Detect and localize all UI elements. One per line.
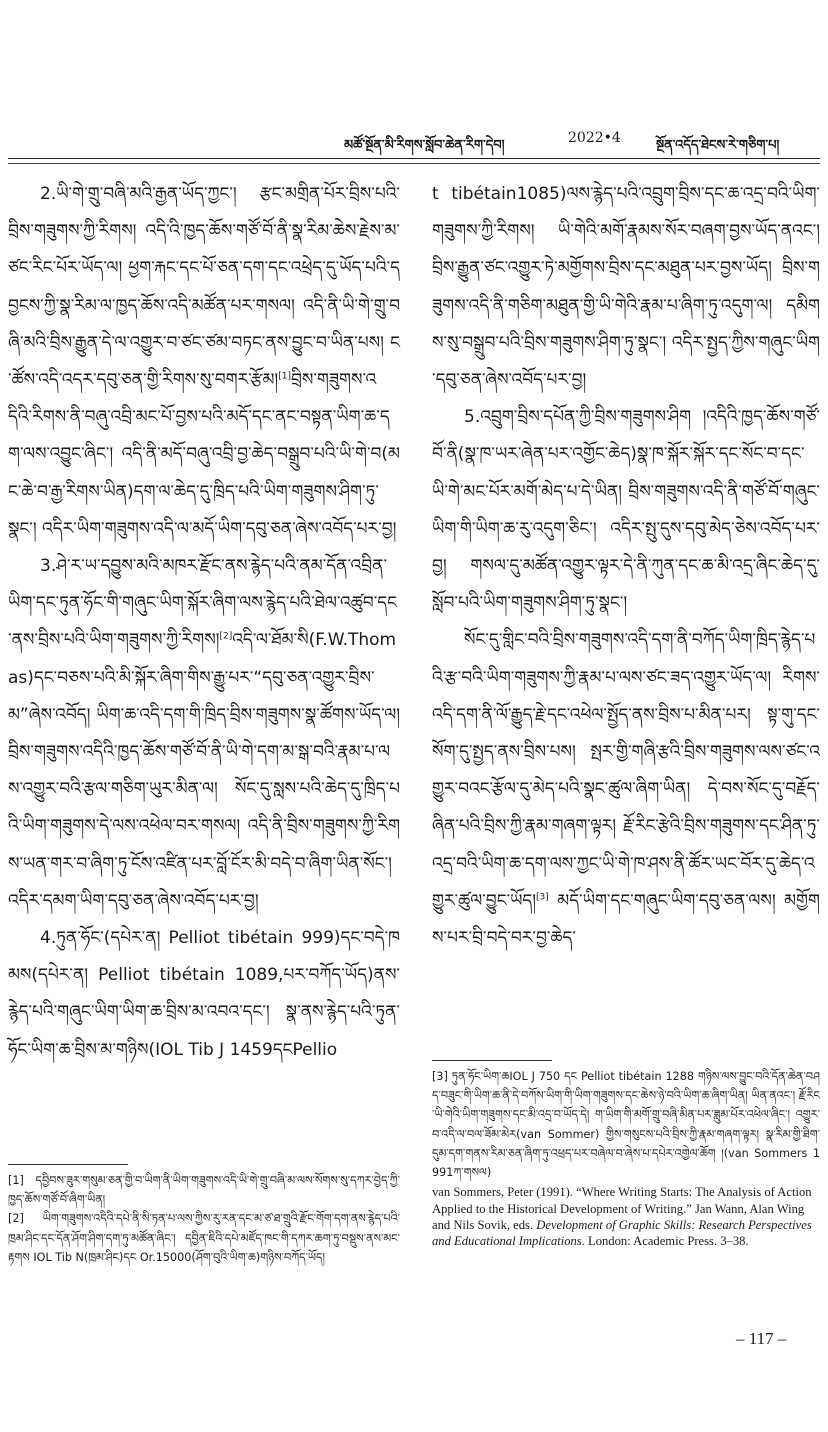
footnote-2: [2] ཡིག་གཟུགས་འདིའི་དཔེ་ནི་སི་ཏན་པ་ལས་ཀྱིས་རུ་རན་དང་མ་ཙ་ཐ་གྲུའི་རྫོང་གོག་དག་ནས་རྙེད་པའི་ཁྲམ་ཤིང་དང་དོན་ཤོག་ཤིག་དག་ཏུ་མཚོན་ཞིང་། དབྱིན་ཇིའི་དཔེ་མཛོད་ཁང་གི་དཀར་ཆག་ཏུ་བསྡུས་ནས་མང་རྟགས IOL Tib N(ཁྲམ་ཤིང)དང Or.15000(ཤོག་བུའི་ཡིག་ཆ)གཉིས་བཀོད་ཡོད། <box>8 1212 400 1264</box>
header-rule <box>8 163 820 164</box>
footnote-3: [3] ཏུན་ཧོང་ཡིག་ཆIOL J 750 དང Pelliot tibétain 1288 གཉིས་ལས་བྱུང་བའི་དོན་ཆེན་བཤད་བཟུང་གི་ཡིག་ཆ་ནི་དེ་བཀོས་ཡིག་གི་ཡིག་གཟུགས་དང་ཆེས་ཉེ་བའི་ཡིག་ཆ་ཞིག་ཡིན། ཡིན་ནའང་། རྗོ་རིང་ཡི་གེའི་ཡིག་གཟུགས་དང་མི་འདྲ་བ་ཡོད་དེ། ག་ཡིག་གི་མགོ་གྲུ་བཞི་མིན་པར་ཟླུམ་པོར་འཕེལ་ཞིང་། འགྱུར་བ་འདི་ལ་བལ་ཟོམ་མེར(van Sommer) གྱིས་གསུངས་པའི་བྲིས་ཀྱི་རྣམ་གཞག་ལྟར། སྣ་རིམ་གྱི་ཐིག་དུམ་དག་གནས་རིམ་ཅན་ཞིག་ཏུ་འཕྲད་པར་བཞེལ་བ་ཞེས་པ་དཔེར་འགྱེལ་ཆོག །(van Sommers 1991ཀ་གསལ) <box>432 1070 820 1180</box>
paragraph-item-3: 3.ཤེ་ར་ཡ་དབྱུས་མའི་མཁར་རྫོང་ནས་རྙེད་པའི་ནམ་དོན་འབྲིན་ཡིག་དང་ཏུན་ཧོང་གི་གཞུང་ཡིག་སྐོར་ཞིག་ལས་རྙེད་པའི་ཐེལ་འཚུབ་དང་ནས་བྲིས་པའི་ཡིག་གཟུགས་ཀྱི་རིགས།[2]འདི་ལ་ཐོམ་སི(F.W.Thomas)དང་བཅས་པའི་མི་སྐོར་ཞིག་གིས་རྒྱུ་པར་“དབུ་ཅན་འགྱུར་བྲིས་མ”ཞེས་འབོད། ཡིག་ཆ་འདི་དག་གི་ཁྲིད་བྲིས་གཟུགས་སྣ་ཚོགས་ཡོད་ལ། བྲིས་གཟུགས་འདིའི་ཁྱད་ཆོས་གཙོ་བོ་ནི་ཡི་གེ་དག་མ་སྒ་བའི་རྣམ་པ་ལས་འགྱུར་བའི་རྩལ་གཅིག་ཡུར་མིན་ལ། སོང་དུ་སླས་པའི་ཆེད་དུ་ཁྲིད་པའི་ཡིག་གཟུགས་དེ་ལས་འཕེལ་བར་གསལ། འདི་ནི་བྲིས་གཟུགས་ཀྱི་རིགས་ཡན་གར་བ་ཞིག་ཏུ་ངོས་འཛིན་པར་བློ་ངོར་མི་བདེ་བ་ཞིག་ཡིན་སོང་། འདིར་དམག་ཡིག་དབུ་ཅན་ཞེས་འབོད་པར་བྱ། <box>8 556 400 911</box>
reference-entry: van Sommers, Peter (1991). “Where Writing Starts: The Analysis of Action Applied to the Historical Development of Writing.” Jan Wann, Alan Wing and Nils Sovik, eds. Development of Graphic Skills: Research Perspectives and Educational Implications. London: Academic Press. 3–38. <box>432 1185 812 1249</box>
footnote-rule <box>8 1164 128 1165</box>
page-number: – 117 – <box>736 1329 787 1348</box>
paragraph-item-4: 4.ཏུན་ཧོང་(དཔེར་ན། Pelliot tibétain 999)དང་བདེ་ཁམས(དཔེར་ན། Pelliot tibétain 1089,པར་བཀོད་ཡོད)ནས་རྙེད་པའི་གཞུང་ཡིག་ཡིག་ཆ་བྲིས་མ་འབའ་དང་། སྣ་ནས་རྙེད་པའི་ཏུན་ཧོང་ཡིག་ཆ་བྲིས་མ་གཉིས(IOL Tib J 1459དངPellio <box>8 928 400 1060</box>
right-column <box>432 176 820 957</box>
footnote-1: [1] དབྱིབས་ཟུར་གསུམ་ཅན་གྱི་བ་ཡིག་ནི་ཡིག་གཟུགས་འདི་ཡི་གེ་གྲུ་བཞི་མ་ལས་སོགས་སུ་དཀར་བྱེད་ཀྱི་ཁྱད་ཆོས་གཙོ་བོ་ཞིག་ཡིན། <box>8 1174 400 1207</box>
footnotes-right <box>432 1060 820 1250</box>
running-header <box>8 126 820 159</box>
footnote-ref-1: [1] <box>278 371 291 382</box>
article-running-title: སྔོན་འདོད་ཐེངས་རེ་གཅིག་པ། <box>656 138 780 153</box>
paragraph-item-2: 2.ཡི་གེ་གྲུ་བཞི་མའི་རྒྱན་ཡོད་ཀྱང་། རྩང་མགྲིན་པོར་བྲིས་པའི་བྲིས་གཟུགས་ཀྱི་རིགས། འདི་འི་ཁྱད་ཆོས་གཙོ་བོ་ནི་སྣ་རིམ་ཆེས་རྗེས་མ་ཙང་རིང་པོར་ཡོད་ལ། ཕྱག་རྐང་དང་པོ་ཅན་དག་དང་འཕྲེད་དུ་ཡོད་པའི་དབྱངས་ཀྱི་སྣ་རིམ་ལ་ཁྱད་ཆོས་འདི་མཚོན་པར་གསལ། འདི་ནི་ཡི་གེ་གྲུ་བཞི་མའི་བྲིས་རྒྱུན་དེ་ལ་འགྱུར་བ་ཙང་ཙམ་བཏང་ནས་བྱུང་བ་ཡིན་པས། ང་ཚོས་འདི་འདར་དབུ་ཅན་གྱི་རིགས་སུ་བགར་རྩོམ།[1]བྲིས་གཟུགས་འདིའི་རིགས་ནི་བཞུ་འབྲི་མང་པོ་བྱས་པའི་མདོ་དང་ནང་བསྟན་ཡིག་ཆ་དག་ལས་འབྱུང་ཞིང་། འདི་ནི་མདོ་བཞུ་འབྲི་བྱ་ཆེད་བསྒྲུབ་པའི་ཡི་གེ་བ(མང་ཆེ་བ་རྒྱ་རིགས་ཡིན)དག་ལ་ཆེད་དུ་ཁྲིད་པའི་ཡིག་གཟུགས་ཤིག་ཏུ་སྣང་། འདིར་ཡིག་གཟུགས་འདི་ལ་མདོ་ཡིག་དབུ་ཅན་ཞེས་འབོད་པར་བྱ། <box>8 184 400 539</box>
footnote-rule <box>432 1060 552 1061</box>
paragraph-item-5: 5.འབྲུག་བྲིས་དཔོན་ཀྱི་བྲིས་གཟུགས་ཤིག །འདིའི་ཁྱད་ཆོས་གཙོ་བོ་ནི(སྣ་ཁ་ཡར་ཞེན་པར་འགྱོང་ཆེད)སྣ་ཁ་སྐོར་སྐོར་དང་སོང་བ་དང་ཡི་གེ་མང་པོར་མགོ་མེད་པ་དེ་ཡིན། བྲིས་གཟུགས་འདི་ནི་གཙོ་བོ་གཞུང་ཡིག་གི་ཡིག་ཆ་རུ་འདུག་ཅིང་། འདིར་སྤུ་དུས་དབུ་མེད་ཅེས་འབོད་པར་བྱ། གསལ་དུ་མཚོན་འགྱུར་ལྟར་དེ་ནི་ཀུན་དང་ཆ་མི་འདྲ་ཞིང་ཆེད་དུ་སློབ་པའི་ཡིག་གཟུགས་ཤིག་ཏུ་སྣང་། <box>432 407 820 614</box>
footnote-ref-3: [3] <box>536 892 549 903</box>
paragraph-item-4-continued: t tibétain1085)ལས་རྙེད་པའི་འབྲུག་བྲིས་དང་ཆ་འདྲ་བའི་ཡིག་གཟུགས་ཀྱི་རིགས། ཡི་གེའི་མགོ་རྣམས་སོར་བཞག་བྱས་ཡོད་ནའང་། བྲིས་རྒྱུན་ཙང་འགྱུར་ཏེ་མགྱོགས་བྲིས་དང་མཐུན་པར་བྱས་ཡོད། བྲིས་གཟུགས་འདི་ནི་གཅིག་མཐུན་གྱི་ཡི་གེའི་རྣམ་པ་ཞིག་ཏུ་འདུག་ལ། དམིགས་སུ་བསྒྲུབ་པའི་བྲིས་གཟུགས་ཤིག་ཏུ་སྣང་། འདིར་སྤྱད་ཀྱིས་གཞུང་ཡིག་དབུ་ཅན་ཞེས་འབོད་པར་བྱ། <box>432 184 820 391</box>
issue-number: 2022•4 <box>568 130 621 146</box>
paragraph-conclusion: སོང་དུ་གླིང་བའི་བྲིས་གཟུགས་འདི་དག་ནི་བཀོད་ཡིག་ཁྲིད་རྙེད་པའི་རྩ་བའི་ཡིག་གཟུགས་ཀྱི་རྣམ་པ་ལས་ཙང་ཟད་འགྱུར་ཡོད་ལ། རིགས་འདི་དག་ནི་ལོ་རྒྱུད་རྗེ་དང་འཕེལ་སྤྱོད་ནས་བྲིས་པ་མིན་པར། སྟ་གུ་དང་སོག་དུ་སྤྱད་ནས་བྲིས་པས། སྤར་གྱི་གཞི་རྩའི་བྲིས་གཟུགས་ལས་ཙང་འགྱུར་བའང་རྩོལ་དུ་མེད་པའི་སྣང་ཚུལ་ཞིག་ཡིན། དེ་བས་སོང་དུ་བརྗོད་ཞིན་པའི་བྲིས་ཀྱི་རྣམ་གཞག་ལྟར། རྗོ་རིང་རྩེའི་བྲིས་གཟུགས་དང་ཤིན་ཏུ་འདྲ་བའི་ཡིག་ཆ་དག་ལས་ཀྱང་ཡི་གེ་ཁ་ཤས་ནི་ཚོར་ཡང་བོར་དུ་ཆེད་འགྱུར་ཚུལ་བྱུང་ཡོད།[3] མདོ་ཡིག་དང་གཞུང་ཡིག་དབུ་ཅན་ལས། མགྱོགས་པར་བྲི་བདེ་བར་བྱ་ཆེད་ <box>432 630 820 949</box>
journal-title: མཚོ་སྔོན་མི་རིགས་སློབ་ཆེན་རིག་དེབ། <box>344 138 505 153</box>
footnotes-left <box>8 1164 400 1267</box>
footnote-ref-2: [2] <box>219 631 233 642</box>
left-column <box>8 176 400 1069</box>
